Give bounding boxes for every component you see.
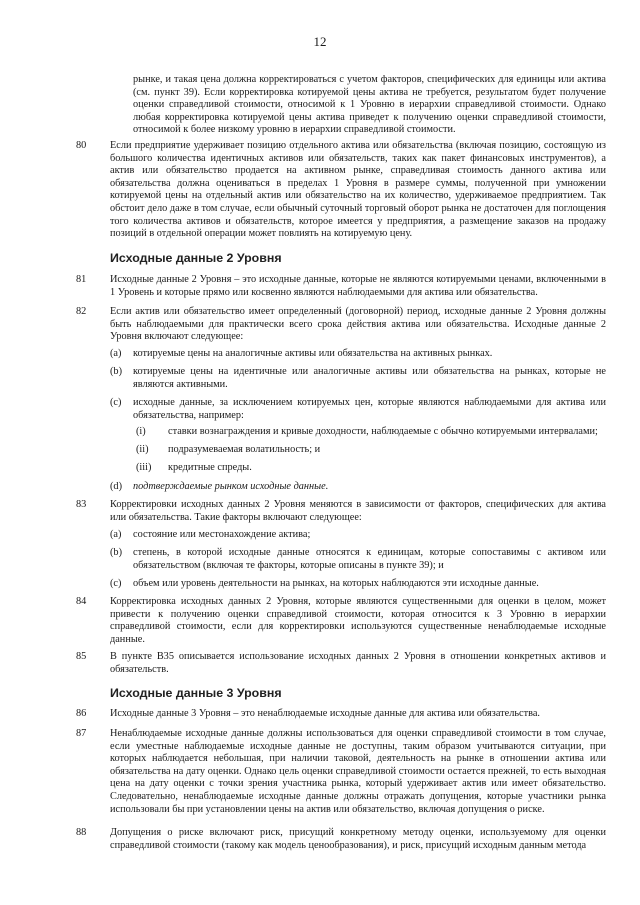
paragraph-number-80: 80 (76, 140, 87, 151)
item-marker-83b: (b) (110, 547, 123, 558)
paragraph-number-82: 82 (76, 306, 87, 317)
item-marker-82c: (c) (110, 397, 122, 408)
item-83a: состояние или местонахождение актива; (133, 529, 311, 540)
paragraph-84: Корректировка исходных данных 2 Уровня, которые являются существенными для оценки в целом, может привести к получению оценки справедливой стоимости, которая относится к 3 Уровню в иерархии справедливой стоимости, если для корректировки используются существенные ненаблюдаемые исходные данные. (110, 596, 606, 645)
subitem-82c-i: ставки вознаграждения и кривые доходности, наблюдаемые с обычно котируемыми интервалами; (168, 426, 598, 437)
paragraph-number-88: 88 (76, 827, 87, 838)
paragraph-number-83: 83 (76, 499, 87, 510)
intro-paragraph: рынке, и такая цена должна корректироваться с учетом факторов, специфических для единицы или актива (см. пункт 39). Если корректировка котируемой цены актива не требуется, результатом будет получение оценки справедливой стоимости, относимой к 1 Уровню в иерархии справедливой стоимости. Однако любая корректировка котируемой цены актива приведет к получению оценки справедливой стоимости, относимой к более низкому уровню в иерархии справедливой стоимости. (133, 74, 606, 136)
item-82d: подтверждаемые рынком исходные данные. (133, 481, 329, 492)
paragraph-number-84: 84 (76, 596, 87, 607)
item-marker-83c: (c) (110, 578, 122, 589)
heading-level-3: Исходные данные 3 Уровня (110, 686, 282, 700)
paragraph-86: Исходные данные 3 Уровня – это ненаблюдаемые исходные данные для актива или обязательства. (110, 708, 540, 719)
paragraph-number-86: 86 (76, 708, 87, 719)
item-82c: исходные данные, за исключением котируемых цен, которые являются наблюдаемыми для актива или обязательства, например: (133, 397, 606, 421)
item-83b: степень, в которой исходные данные относятся к единицам, которые сопоставимы с активом или обязательством (включая те факторы, которые описаны в пункте 39); и (133, 547, 606, 571)
paragraph-85: В пункте В35 описывается использование исходных данных 2 Уровня в отношении конкретных активов и обязательств. (110, 651, 606, 675)
item-82b: котируемые цены на идентичные или аналогичные активы или обязательства на рынках, которые не являются активными. (133, 366, 606, 390)
item-82a: котируемые цены на аналогичные активы или обязательства на активных рынках. (133, 348, 493, 359)
subitem-marker-82c-ii: (ii) (136, 444, 149, 455)
paragraph-number-85: 85 (76, 651, 87, 662)
page-number: 12 (313, 34, 327, 49)
item-marker-83a: (a) (110, 529, 122, 540)
subitem-marker-82c-i: (i) (136, 426, 146, 437)
item-marker-82b: (b) (110, 366, 123, 377)
heading-level-2: Исходные данные 2 Уровня (110, 251, 282, 265)
paragraph-81: Исходные данные 2 Уровня – это исходные данные, которые не являются котируемыми ценами, включенными в 1 Уровень и которые прямо или косвенно являются наблюдаемыми для актива или обязательства. (110, 274, 606, 298)
paragraph-87: Ненаблюдаемые исходные данные должны использоваться для оценки справедливой стоимости в том случае, если уместные наблюдаемые исходные данные не доступны, таким образом учитываются ситуации, при которых наблюдается небольшая, при наличии таковой, деятельность на рынке в отношении актива или обязательства на дату оценки. Однако цель оценки справедливой стоимости остается прежней, то есть выходная цена на дату оценки с точки зрения участника рынка, который удерживает актив или имеет обязательство. Следовательно, ненаблюдаемые исходные данные должны отражать допущения, которые участники рынка использовали бы при установлении цены на актив или обязательство, включая допущения о риске. (110, 728, 606, 815)
paragraph-80: Если предприятие удерживает позицию отдельного актива или обязательства (включая позицию, состоящую из большого количества идентичных активов или обязательств, таких как пакет финансовых инструментов), а актив или обязательство продается на активном рынке, справедливая стоимость данного актива или обязательства должна оцениваться в пределах 1 Уровня в размере суммы, полученной при умножении котируемой цены на отдельный актив или обязательство на их количество, удерживаемое предприятием. Так обстоит дело даже в том случае, если обычный суточный торговый оборот рынка не достаточен для поглощения того количества активов и обязательств, которое имеется у предприятия, а размещение заказов на продажу позиций в отдельной операции может повлиять на котируемую цену. (110, 140, 606, 240)
item-83c: объем или уровень деятельности на рынках, на которых наблюдаются эти исходные данные. (133, 578, 539, 589)
subitem-marker-82c-iii: (iii) (136, 462, 152, 473)
subitem-82c-iii: кредитные спреды. (168, 462, 252, 473)
item-marker-82a: (a) (110, 348, 122, 359)
paragraph-82: Если актив или обязательство имеет определенный (договорной) период, исходные данные 2 Уровня должны быть наблюдаемыми для практически всего срока действия актива или обязательства. Исходные данные 2 Уровня включают следующее: (110, 306, 606, 343)
subitem-82c-ii: подразумеваемая волатильность; и (168, 444, 321, 455)
item-marker-82d: (d) (110, 481, 123, 492)
paragraph-number-81: 81 (76, 274, 87, 285)
paragraph-83: Корректировки исходных данных 2 Уровня меняются в зависимости от факторов, специфических для актива или обязательства. Такие факторы включают следующее: (110, 499, 606, 523)
paragraph-88: Допущения о риске включают риск, присущий конкретному методу оценки, используемому для оценки справедливой стоимости (такому как модель ценообразования), и риск, присущий исходным данным метода (110, 827, 606, 851)
paragraph-number-87: 87 (76, 728, 87, 739)
